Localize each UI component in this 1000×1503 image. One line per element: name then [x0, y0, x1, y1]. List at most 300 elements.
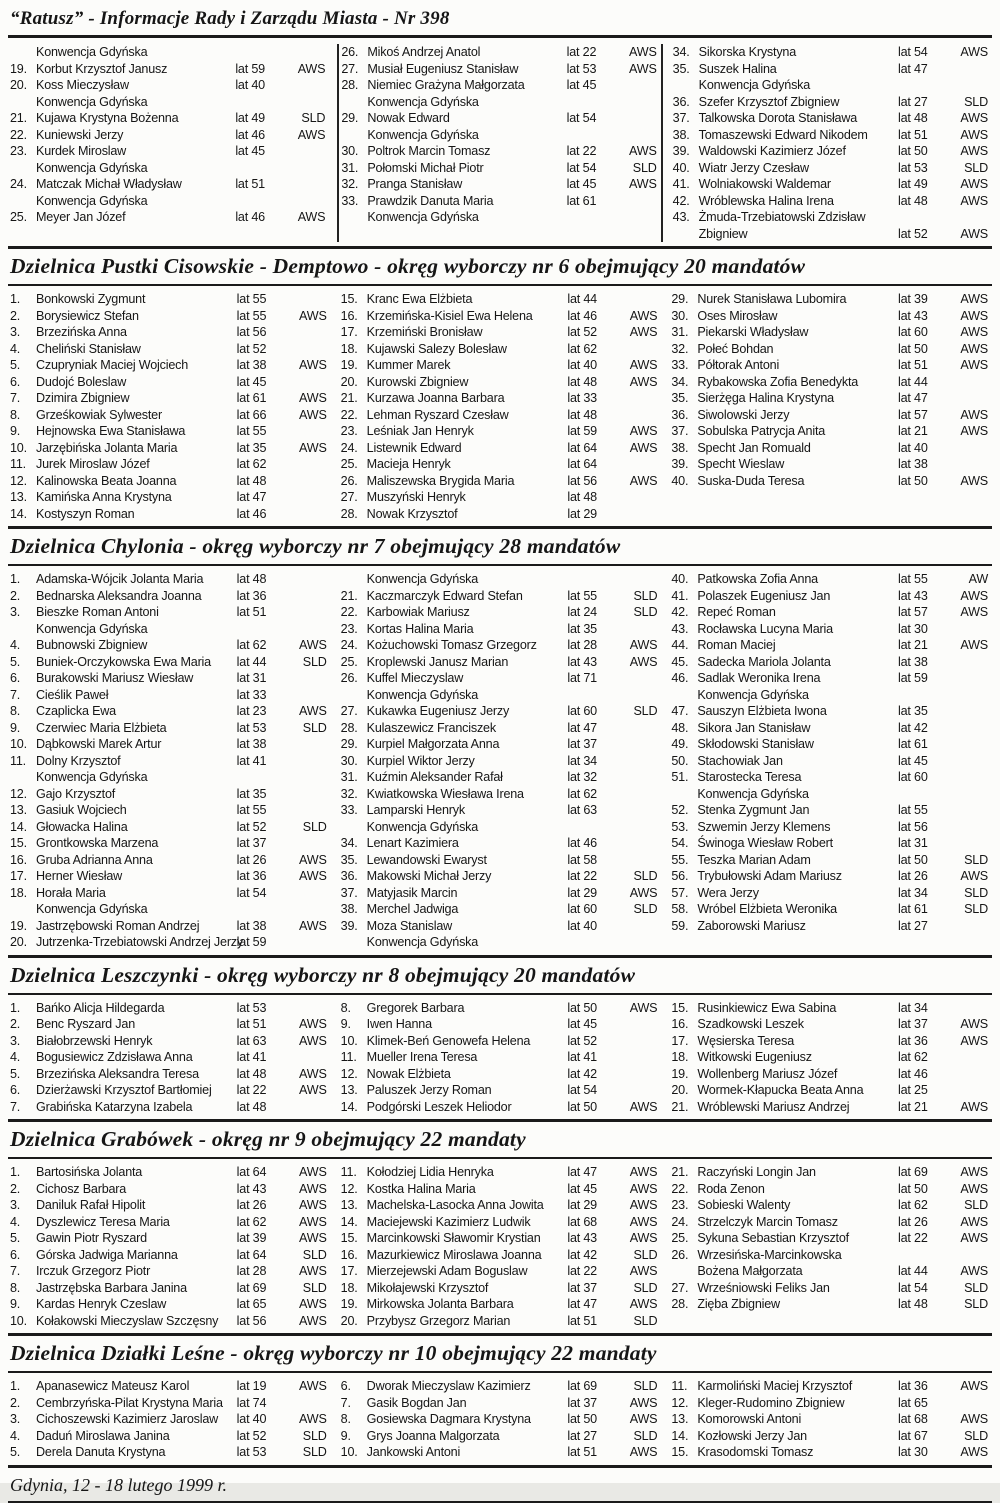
candidate-party: SLD: [302, 1247, 327, 1262]
candidate-column: [8, 1164, 331, 1329]
candidate-row: [671, 1033, 990, 1050]
candidate-number: 2.: [10, 1017, 21, 1031]
candidate-age: lat 50: [898, 341, 928, 356]
candidate-age: lat 48: [898, 1297, 928, 1311]
candidate-number: 21.: [340, 391, 358, 405]
candidate-party: AWS: [629, 1395, 658, 1410]
candidate-row: [10, 209, 327, 226]
candidate-party: AWS: [960, 407, 989, 422]
candidate-row: [10, 1099, 329, 1116]
candidate-number: 11.: [671, 1379, 688, 1393]
candidate-row: [341, 1280, 660, 1297]
candidate-age: lat 51: [897, 127, 928, 142]
candidate-age: lat 62: [898, 1050, 928, 1064]
candidate-name: Specht Wieslaw: [697, 457, 785, 471]
candidate-party: SLD: [633, 869, 658, 883]
candidate-age: lat 42: [898, 720, 928, 735]
candidate-age: lat 44: [567, 292, 597, 306]
candidate-name: Czaplicka Ewa: [36, 704, 116, 718]
candidate-age: lat 30: [898, 621, 928, 636]
candidate-name: Bartosińska Jolanta: [36, 1165, 143, 1179]
candidate-column: [339, 291, 662, 522]
candidate-row: [10, 1411, 329, 1428]
candidate-row: [671, 654, 990, 671]
candidate-number: 11.: [340, 1165, 357, 1179]
candidate-name: Lehman Ryszard Czesław: [366, 407, 509, 422]
candidate-name: Burakowski Mariusz Wiesław: [36, 671, 194, 685]
candidate-column: [339, 1164, 662, 1329]
candidate-name: Kaczmarczyk Edward Stefan: [366, 588, 523, 603]
candidate-number: 13.: [671, 1412, 689, 1426]
candidate-party: AWS: [960, 473, 989, 488]
candidate-party: AWS: [629, 1445, 658, 1459]
candidate-column: [339, 1000, 662, 1116]
candidate-age: lat 54: [567, 1083, 597, 1097]
candidate-row: [671, 1411, 990, 1428]
candidate-age: lat 26: [898, 1214, 928, 1229]
candidate-row: [341, 176, 658, 193]
candidate-row: [341, 473, 660, 490]
candidate-age: lat 64: [236, 1247, 267, 1262]
candidate-party: SLD: [964, 160, 988, 175]
candidate-name: Klimek-Beń Genowefa Helena: [366, 1033, 531, 1048]
candidate-row: [10, 604, 329, 621]
candidate-number: 12.: [340, 1066, 358, 1081]
candidate-row: [671, 390, 990, 407]
candidate-number: 13.: [340, 1198, 358, 1212]
candidate-age: lat 56: [898, 819, 928, 834]
candidate-party: AWS: [299, 1231, 327, 1245]
candidate-name: Maciejewski Kazimierz Ludwik: [366, 1214, 531, 1229]
candidate-number: 23.: [10, 144, 27, 158]
candidate-row: [10, 588, 329, 605]
candidate-age: lat 35: [567, 621, 597, 636]
candidate-number: 32.: [671, 341, 689, 356]
candidate-name: Kurzawa Joanna Barbara: [366, 391, 505, 405]
candidate-row: [10, 1444, 329, 1461]
candidate-age: lat 56: [236, 325, 267, 339]
candidate-number: 14.: [340, 1214, 358, 1229]
candidate-name: Czupryniak Maciej Wojciech: [36, 358, 189, 372]
candidate-number: 3.: [10, 1033, 21, 1048]
candidate-party: AWS: [629, 61, 657, 76]
candidate-age: lat 47: [567, 1297, 597, 1311]
candidate-age: lat 46: [236, 506, 267, 521]
candidate-row: [10, 423, 329, 440]
affiliation-row: [341, 209, 658, 226]
candidate-name: Konwencja Gdyńska: [697, 786, 809, 801]
candidate-row: [10, 918, 329, 935]
candidate-age: lat 53: [566, 61, 597, 76]
candidate-number: 37.: [671, 424, 689, 438]
section-title: Dzielnica Pustki Cisowskie - Demptowo - okręg wyborczy nr 6 obejmujący 20 mandatów: [8, 251, 992, 286]
candidate-row: [10, 571, 329, 588]
candidate-name: Kurpiel Małgorzata Anna: [366, 737, 500, 751]
candidate-party: AWS: [629, 1412, 658, 1426]
candidate-row: [341, 193, 658, 210]
candidate-name: Matyjasik Marcin: [366, 885, 458, 900]
candidate-name: Jutrzenka-Trzebiatowski Andrzej Jerzy: [36, 935, 244, 949]
candidate-name: Kujawski Salezy Bolesław: [366, 341, 507, 356]
candidate-row: [341, 308, 660, 325]
candidate-column: [8, 1000, 331, 1116]
candidate-party: SLD: [302, 1280, 327, 1295]
affiliation-row: [10, 901, 329, 918]
candidate-age: lat 48: [897, 193, 928, 208]
candidate-row: [671, 1049, 990, 1066]
candidate-name: Kurdek Miroslaw: [36, 144, 127, 158]
candidate-name: Zięba Zbigniew: [697, 1297, 780, 1311]
candidate-age: lat 45: [566, 177, 597, 191]
candidate-number: 8.: [10, 1280, 21, 1295]
candidate-age: lat 63: [567, 803, 597, 817]
candidate-name: Grontkowska Marzena: [36, 836, 159, 850]
candidate-number: 28.: [671, 1297, 689, 1311]
candidate-row: [10, 654, 329, 671]
candidate-number: 5.: [10, 654, 21, 669]
candidate-age: lat 39: [898, 292, 928, 306]
candidate-number: 2.: [10, 1181, 21, 1196]
candidate-name: Lamparski Henryk: [366, 803, 465, 817]
candidate-age: lat 24: [567, 605, 597, 619]
candidate-name: Suszek Halina: [698, 61, 777, 76]
candidate-name: Bieszke Roman Antoni: [36, 605, 159, 619]
sections-container: [8, 38, 992, 1468]
candidate-row: [671, 423, 990, 440]
candidate-number: 35.: [340, 852, 358, 867]
candidate-name: Kurpiel Wiktor Jerzy: [366, 753, 475, 768]
candidate-party: AWS: [629, 424, 658, 438]
candidate-name: Stenka Zygmunt Jan: [697, 803, 810, 817]
candidate-party: AWS: [960, 638, 989, 652]
candidate-name: Krasodomski Tomasz: [697, 1445, 814, 1459]
candidate-name: Oses Mirosław: [697, 308, 778, 323]
candidate-row: [671, 703, 990, 720]
candidate-row: [341, 1181, 660, 1198]
candidate-number: 7.: [340, 1395, 351, 1410]
candidate-age: lat 51: [567, 1313, 597, 1328]
candidate-row: [671, 440, 990, 457]
candidate-age: lat 38: [236, 737, 267, 751]
candidate-name: Połeć Bohdan: [697, 341, 774, 356]
candidate-row: [671, 588, 990, 605]
candidate-name: Cichoszewski Kazimierz Jaroslaw: [36, 1412, 219, 1426]
candidate-number: 18.: [340, 341, 358, 356]
candidate-party: SLD: [633, 1428, 658, 1443]
candidate-name: Kroplewski Janusz Marian: [366, 654, 509, 669]
candidate-party: AWS: [299, 1165, 327, 1179]
candidate-row: [671, 407, 990, 424]
candidate-age: lat 36: [898, 1379, 928, 1393]
candidate-number: 40.: [671, 473, 689, 488]
candidate-name: Nurek Stanisława Lubomira: [697, 292, 847, 306]
candidate-row: [10, 1313, 329, 1330]
candidate-name: Makowski Michał Jerzy: [366, 869, 492, 883]
candidate-name: Gasik Bogdan Jan: [366, 1395, 467, 1410]
district-section: [8, 529, 992, 958]
candidate-name: Muszyński Henryk: [366, 490, 466, 504]
candidate-party: SLD: [964, 885, 989, 900]
candidate-row: [341, 506, 660, 523]
candidate-age: lat 26: [236, 852, 267, 867]
candidate-age: lat 34: [567, 753, 597, 768]
candidate-name: Jastrzębska Barbara Janina: [36, 1280, 187, 1295]
candidate-age: lat 43: [898, 308, 928, 323]
candidate-age: lat 52: [567, 1033, 597, 1048]
candidate-party: AWS: [299, 1083, 327, 1097]
candidate-number: 14.: [340, 1099, 358, 1114]
candidate-age: lat 38: [236, 358, 267, 372]
affiliation-row: [10, 44, 327, 61]
candidate-name: Merchel Jadwiga: [366, 902, 459, 916]
candidate-row: [341, 802, 660, 819]
candidate-row: [10, 934, 329, 951]
candidate-party: SLD: [964, 94, 988, 109]
candidate-row: [341, 1230, 660, 1247]
candidate-number: 2.: [10, 1395, 21, 1410]
candidate-row: [341, 77, 658, 94]
candidate-name: Kołodziej Lidia Henryka: [366, 1165, 494, 1179]
candidate-age: lat 55: [898, 803, 928, 817]
candidate-age: lat 35: [898, 704, 928, 718]
candidate-age: lat 26: [236, 1198, 267, 1212]
candidate-party: AWS: [629, 638, 658, 652]
candidate-party: AWS: [960, 1214, 989, 1229]
candidate-name: Żmuda-Trzebiatowski Zdzisław: [698, 210, 866, 224]
candidate-row: [341, 489, 660, 506]
candidate-number: 38.: [672, 127, 690, 142]
candidate-number: 41.: [671, 588, 689, 603]
candidate-number: 7.: [10, 687, 21, 702]
candidate-row: [10, 1378, 329, 1395]
candidate-number: 5.: [10, 358, 21, 372]
candidate-name: Dworak Mieczyslaw Kazimierz: [366, 1379, 531, 1393]
candidate-number: 13.: [10, 490, 27, 504]
candidate-row: [341, 1049, 660, 1066]
candidate-row: [341, 1313, 660, 1330]
candidate-row: [341, 604, 660, 621]
candidate-number: 21.: [340, 588, 358, 603]
candidate-number: 17.: [340, 325, 358, 339]
candidate-name: Moza Stanislaw: [366, 918, 453, 933]
candidate-number: 11.: [340, 1050, 357, 1064]
candidate-row: [10, 1428, 329, 1445]
candidate-name: Buniek-Orczykowska Ewa Maria: [36, 654, 211, 669]
candidate-party: SLD: [964, 902, 989, 916]
affiliation-row: [341, 687, 660, 704]
candidate-name: Piekarski Władysław: [697, 325, 809, 339]
candidate-number: 53.: [671, 819, 689, 834]
candidate-age: lat 52: [236, 1428, 267, 1443]
candidate-number: 1.: [10, 292, 21, 306]
candidate-number: 4.: [10, 638, 21, 652]
candidate-name: Konwencja Gdyńska: [366, 572, 479, 586]
candidate-row: [671, 1016, 990, 1033]
section-columns: [8, 997, 992, 1116]
candidate-row: [341, 1033, 660, 1050]
candidate-row: [10, 324, 329, 341]
candidate-age: lat 38: [236, 918, 267, 933]
candidate-name: Daduń Miroslawa Janina: [36, 1428, 170, 1443]
candidate-name: Roman Maciej: [697, 638, 776, 652]
candidate-number: 54.: [671, 836, 689, 850]
candidate-age: lat 27: [898, 918, 928, 933]
candidate-number: 11.: [10, 753, 26, 768]
candidate-row: [671, 604, 990, 621]
candidate-age: lat 63: [236, 1033, 267, 1048]
candidate-number: 37.: [340, 885, 358, 900]
candidate-age: lat 47: [236, 490, 267, 504]
candidate-number: 3.: [10, 1412, 21, 1426]
candidate-number: 37.: [672, 111, 690, 125]
candidate-number: 7.: [10, 1099, 21, 1114]
candidate-party: AWS: [960, 1231, 989, 1245]
candidate-name: Konwencja Gdyńska: [36, 621, 148, 636]
candidate-row: [341, 1016, 660, 1033]
candidate-age: lat 52: [567, 325, 597, 339]
section-columns: [8, 1161, 992, 1329]
candidate-party: AWS: [960, 1181, 989, 1196]
candidate-row: [671, 736, 990, 753]
candidate-name: Meyer Jan Józef: [36, 210, 126, 224]
candidate-age: lat 52: [897, 226, 928, 241]
candidate-age: lat 43: [898, 588, 928, 603]
candidate-party: AWS: [629, 1099, 658, 1114]
candidate-number: 26.: [340, 473, 358, 488]
candidate-number: 4.: [10, 1214, 21, 1229]
candidate-party: SLD: [302, 720, 327, 735]
candidate-age: lat 22: [567, 869, 597, 883]
candidate-row: [10, 390, 329, 407]
candidate-name: Jurek Miroslaw Józef: [36, 457, 150, 471]
candidate-name: Czerwiec Maria Elżbieta: [36, 720, 167, 735]
candidate-age: lat 53: [236, 720, 267, 735]
candidate-name: Konwencja Gdyńska: [367, 94, 479, 109]
candidate-name: Rybakowska Zofia Benedykta: [697, 374, 859, 389]
candidate-party: AWS: [629, 308, 658, 323]
candidate-name: Tomaszewski Edward Nikodem: [698, 127, 868, 142]
candidate-number: 8.: [340, 1412, 351, 1426]
candidate-name: Suska-Duda Teresa: [697, 473, 805, 488]
candidate-party: AWS: [629, 1297, 658, 1311]
candidate-row: [10, 1280, 329, 1297]
candidate-name: Pranga Stanisław: [367, 177, 463, 191]
candidate-number: 25.: [10, 210, 27, 224]
candidate-name: Szefer Krzysztof Zbigniew: [698, 94, 840, 109]
candidate-column: [8, 291, 331, 522]
candidate-age: lat 50: [567, 1000, 597, 1015]
candidate-row: [10, 110, 327, 127]
candidate-party: AWS: [960, 1017, 989, 1031]
candidate-age: lat 52: [236, 819, 267, 834]
candidate-row: [341, 1164, 660, 1181]
candidate-party: SLD: [633, 1379, 658, 1393]
candidate-age: lat 61: [236, 391, 267, 405]
candidate-age: lat 59: [235, 61, 265, 76]
candidate-number: 14.: [671, 1428, 689, 1443]
candidate-age: lat 57: [898, 605, 928, 619]
candidate-age: lat 62: [567, 341, 597, 356]
candidate-name: Leśniak Jan Henryk: [366, 424, 474, 438]
candidate-name: Sobieski Walenty: [697, 1198, 791, 1212]
candidate-age: lat 51: [236, 1017, 267, 1031]
section-title: Dzielnica Działki Leśne - okręg wyborczy nr 10 obejmujący 22 mandaty: [8, 1338, 992, 1373]
candidate-name: Dzierżawski Krzysztof Bartłomiej: [36, 1083, 212, 1097]
candidate-age: lat 33: [236, 687, 267, 702]
candidate-row: [341, 769, 660, 786]
candidate-column: [669, 571, 992, 951]
candidate-number: 19.: [10, 918, 27, 933]
candidate-row: [671, 1428, 990, 1445]
candidate-party: AWS: [299, 638, 327, 652]
candidate-number: 43.: [672, 210, 690, 224]
affiliation-row: [10, 769, 329, 786]
candidate-party: AWS: [629, 1165, 658, 1179]
candidate-name: Maliszewska Brygida Maria: [366, 473, 515, 488]
candidate-row: [341, 374, 660, 391]
candidate-age: lat 26: [898, 869, 928, 883]
affiliation-row: [10, 160, 327, 177]
candidate-name: Cheliński Stanisław: [36, 341, 141, 356]
candidate-column: [669, 1000, 992, 1116]
candidate-row: [671, 901, 990, 918]
candidate-name: Półtorak Antoni: [697, 358, 780, 372]
candidate-row: [673, 61, 990, 78]
candidate-party: SLD: [633, 902, 658, 916]
candidate-number: 21.: [671, 1099, 689, 1114]
candidate-name: Gruba Adrianna Anna: [36, 852, 153, 867]
candidate-row: [10, 1082, 329, 1099]
candidate-number: 29.: [340, 737, 358, 751]
candidate-party: AWS: [960, 424, 989, 438]
candidate-name: Wolniakowski Waldemar: [698, 177, 831, 191]
candidate-age: lat 28: [236, 1264, 267, 1278]
candidate-party: AWS: [629, 654, 658, 669]
candidate-name: Trybułowski Adam Mariusz: [697, 869, 842, 883]
candidate-number: 41.: [672, 177, 690, 191]
candidate-age: lat 47: [567, 720, 597, 735]
candidate-name: Grześkowiak Sylwester: [36, 407, 162, 422]
candidate-number: 4.: [10, 341, 21, 356]
candidate-number: 15.: [671, 1445, 689, 1459]
candidate-row: [341, 1444, 660, 1461]
candidate-party: AWS: [299, 308, 327, 323]
candidate-party: AWS: [629, 325, 658, 339]
candidate-age: lat 51: [236, 605, 267, 619]
candidate-name: Konwencja Gdyńska: [36, 902, 148, 916]
candidate-party: AWS: [960, 341, 989, 356]
candidate-age: lat 44: [898, 374, 928, 389]
candidate-age: lat 36: [898, 1033, 928, 1048]
candidate-party: AWS: [960, 177, 988, 191]
candidate-name: Konwencja Gdyńska: [36, 770, 148, 784]
candidate-age: lat 65: [898, 1395, 928, 1410]
candidate-name: Wollenberg Mariusz Józef: [697, 1066, 838, 1081]
section-columns: [8, 1375, 992, 1461]
candidate-number: 21.: [671, 1165, 689, 1179]
candidate-row: [341, 637, 660, 654]
candidate-row: [341, 1214, 660, 1231]
candidate-row: [671, 571, 990, 588]
candidate-party: SLD: [302, 819, 327, 834]
candidate-age: lat 68: [898, 1412, 928, 1426]
candidate-age: lat 54: [236, 885, 267, 900]
page-header-text: “Ratusz” - Informacje Rady i Zarządu Miasta - Nr 398: [10, 8, 450, 29]
candidate-age: lat 65: [236, 1297, 267, 1311]
candidate-number: 35.: [671, 391, 689, 405]
candidate-row: [10, 885, 329, 902]
district-section: [8, 249, 992, 529]
